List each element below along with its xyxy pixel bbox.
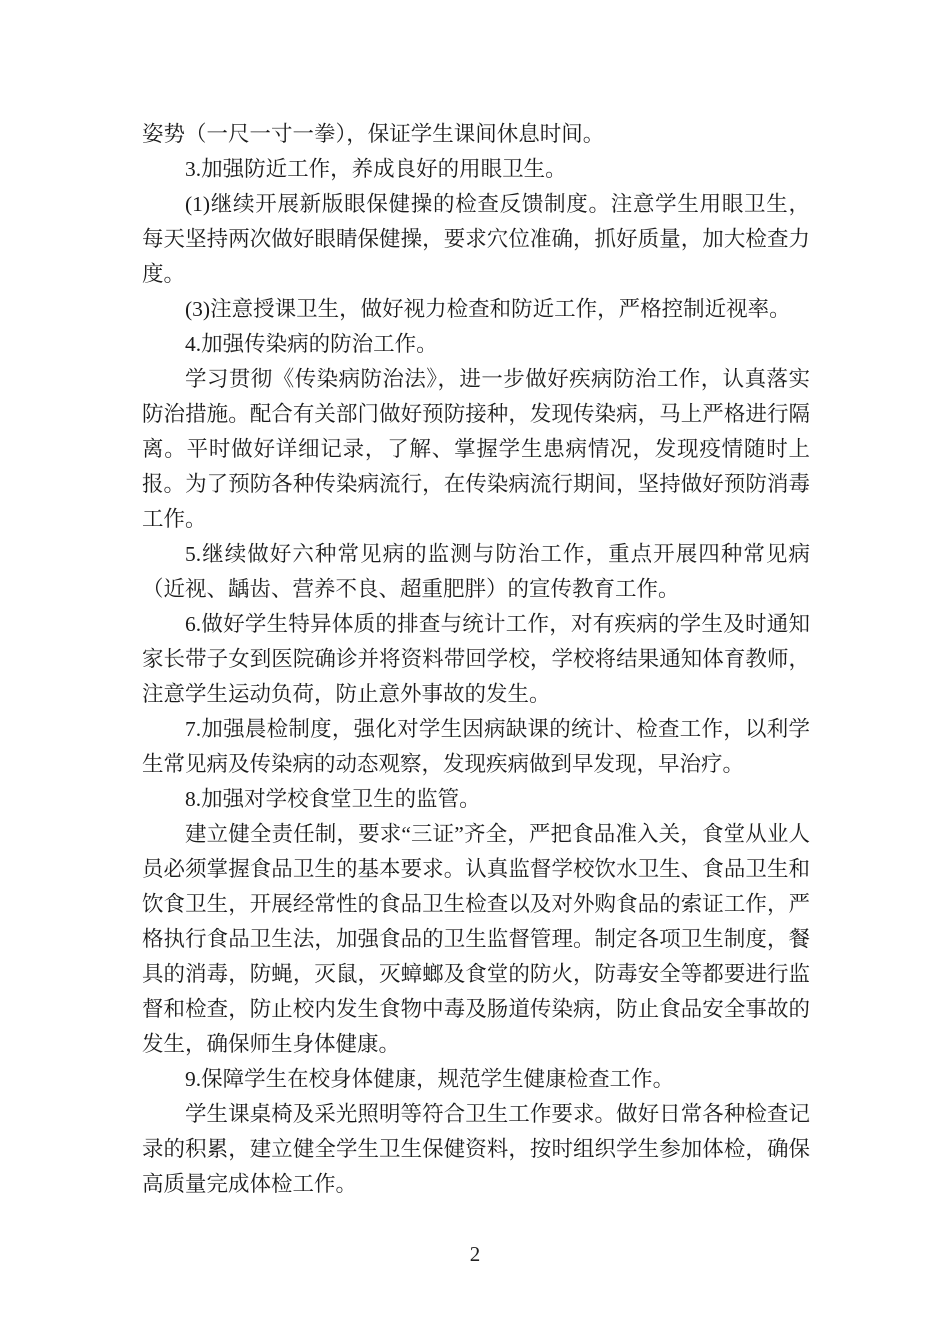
- page-number: 2: [469, 1242, 481, 1266]
- paragraph: 8.加强对学校食堂卫生的监管。: [185, 787, 481, 811]
- paragraph: 7.加强晨检制度，强化对学生因病缺课的统计、检查工作，以利学生常见病及传染病的动态观察，发现疾病做到早发现，早治疗。: [142, 717, 810, 776]
- document-body: [142, 117, 810, 1202]
- paragraph: 学生课桌椅及采光照明等符合卫生工作要求。做好日常各种检查记录的积累，建立健全学生卫生保健资料，按时组织学生参加体检，确保高质量完成体检工作。: [142, 1102, 810, 1196]
- paragraph: 建立健全责任制，要求“三证”齐全，严把食品准入关，食堂从业人员必须掌握食品卫生的基本要求。认真监督学校饮水卫生、食品卫生和饮食卫生，开展经常性的食品卫生检查以及对外购食品的索证工作，严格执行食品卫生法，加强食品的卫生监督管理。制定各项卫生制度，餐具的消毒，防蝇，灭鼠，灭蟑螂及食堂的防火，防毒安全等都要进行监督和检查，防止校内发生食物中毒及肠道传染病，防止食品安全事故的发生，确保师生身体健康。: [142, 822, 810, 1056]
- paragraph: 姿势（一尺一寸一拳），保证学生课间休息时间。: [142, 122, 605, 146]
- paragraph: 9.保障学生在校身体健康，规范学生健康检查工作。: [185, 1067, 675, 1091]
- paragraph: 5.继续做好六种常见病的监测与防治工作，重点开展四种常见病（近视、龋齿、营养不良、超重肥胖）的宣传教育工作。: [142, 542, 810, 601]
- paragraph: (3)注意授课卫生，做好视力检查和防近工作，严格控制近视率。: [185, 297, 791, 321]
- paragraph: 3.加强防近工作，养成良好的用眼卫生。: [185, 157, 567, 181]
- paragraph: (1)继续开展新版眼保健操的检查反馈制度。注意学生用眼卫生，每天坚持两次做好眼睛保健操，要求穴位准确，抓好质量，加大检查力度。: [142, 192, 810, 286]
- paragraph: 4.加强传染病的防治工作。: [185, 332, 438, 356]
- paragraph: 6.做好学生特异体质的排查与统计工作，对有疾病的学生及时通知家长带子女到医院确诊并将资料带回学校，学校将结果通知体育教师，注意学生运动负荷，防止意外事故的发生。: [142, 612, 810, 706]
- paragraph: 学习贯彻《传染病防治法》，进一步做好疾病防治工作，认真落实防治措施。配合有关部门做好预防接种，发现传染病，马上严格进行隔离。平时做好详细记录，了解、掌握学生患病情况，发现疫情随时上报。为了预防各种传染病流行，在传染病流行期间，坚持做好预防消毒工作。: [142, 367, 810, 531]
